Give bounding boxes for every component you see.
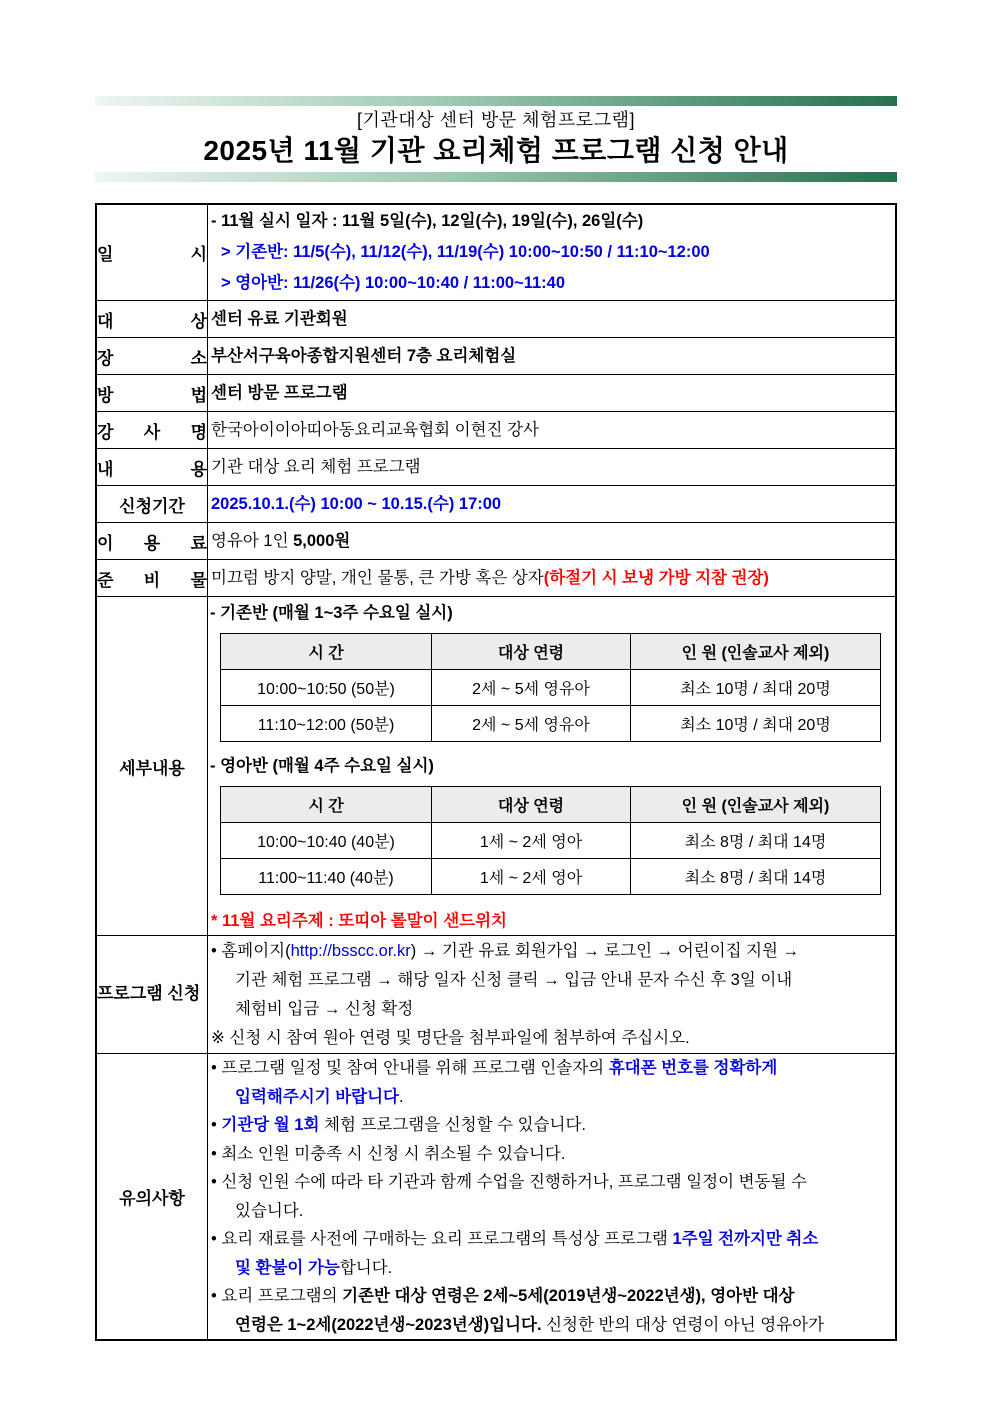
table-row — [221, 634, 881, 670]
row-label-supplies: 준 비 물 — [96, 560, 208, 597]
text-line — [208, 1311, 895, 1340]
text-line — [208, 1054, 895, 1083]
row-value-detail — [208, 597, 897, 936]
table-row — [221, 706, 881, 742]
cell-time: 11:00~11:40 (40분) — [221, 859, 432, 895]
table-row-target — [96, 301, 896, 338]
table-row-supplies — [96, 560, 896, 597]
text-segment: 신청한 반의 대상 연령이 아닌 영유아가 — [541, 1315, 825, 1334]
text-segment: • 최소 인원 미충족 시 신청 시 취소될 수 있습니다. — [211, 1144, 566, 1163]
cell-time: 10:00~10:50 (50분) — [221, 670, 432, 706]
table-row-instructor — [96, 412, 896, 449]
table-row — [221, 859, 881, 895]
row-value-target — [208, 301, 897, 338]
text-line — [208, 452, 895, 482]
table-row — [221, 823, 881, 859]
text-segment: • 요리 재료를 사전에 구매하는 요리 프로그램의 특성상 프로그램 — [211, 1230, 673, 1248]
row-value-fee — [208, 523, 897, 560]
text-line — [208, 1111, 895, 1140]
text-segment: 기관 대상 요리 체험 프로그램 — [211, 458, 421, 476]
cell-age: 1세 ~ 2세 영아 — [432, 859, 631, 895]
row-label-detail: 세부내용 — [96, 597, 208, 936]
url-link[interactable]: http://bsscc.or.kr — [290, 941, 411, 960]
text-segment: 부산서구육아종합지원센터 7층 요리체험실 — [211, 347, 517, 365]
text-line — [208, 206, 895, 237]
text-line — [208, 489, 895, 519]
cell-time: 10:00~10:40 (40분) — [221, 823, 432, 859]
row-value-method — [208, 375, 897, 412]
text-segment: 있습니다. — [235, 1201, 304, 1220]
table-row — [221, 787, 881, 823]
text-line — [208, 937, 895, 966]
header-accent-bar-top — [95, 96, 897, 106]
table-row-period — [96, 486, 896, 523]
text-segment: ※ 신청 시 참여 원아 연령 및 명단을 첨부파일에 첨부하여 주십시오. — [211, 1028, 690, 1047]
text-segment: 2025.10.1.(수) 10:00 ~ 10.15.(수) 17:00 — [211, 495, 502, 513]
table-row-detail — [96, 597, 896, 936]
text-segment: > 기존반: 11/5(수), 11/12(수), 11/19(수) 10:00~10:50 / 11:10~12:00 — [221, 243, 710, 261]
text-line — [208, 415, 895, 445]
text-segment: 5,000원 — [293, 532, 351, 550]
text-segment: 입력해주시기 바랍니다 — [235, 1087, 399, 1106]
text-line — [208, 995, 895, 1024]
text-line — [208, 304, 895, 334]
table-row — [221, 670, 881, 706]
class2-heading: - 영아반 (매월 4주 수요일 실시) — [210, 757, 434, 775]
text-segment: 미끄럼 방지 양말, 개인 물통, 큰 가방 혹은 상자 — [211, 569, 544, 587]
cell-age: 2세 ~ 5세 영유아 — [432, 670, 631, 706]
text-line — [208, 1254, 895, 1283]
header-accent-bar-bottom — [95, 172, 897, 182]
text-segment: - 11월 실시 일자 : 11월 5일(수), 12일(수), 19일(수), 26일(수) — [211, 212, 644, 230]
row-label-content: 내 용 — [96, 449, 208, 486]
text-segment: 센터 방문 프로그램 — [211, 384, 348, 402]
text-line — [208, 378, 895, 408]
text-segment: ) → 기관 유료 회원가입 → 로그인 → 어린이집 지원 → — [410, 941, 800, 960]
row-value-instructor — [208, 412, 897, 449]
row-value-content — [208, 449, 897, 486]
text-segment: 및 환불이 가능 — [235, 1258, 340, 1277]
text-segment: 연령은 1~2세(2022년생~2023년생)입니다. — [235, 1315, 542, 1334]
text-line — [208, 1083, 895, 1112]
row-label-instructor: 강 사 명 — [96, 412, 208, 449]
text-segment: 영유아 1인 — [211, 532, 294, 550]
row-label-period: 신청기간 — [96, 486, 208, 523]
col-header-age: 대상 연령 — [432, 787, 631, 823]
col-header-time: 시 간 — [221, 634, 432, 670]
cell-capacity: 최소 10명 / 최대 20명 — [631, 670, 881, 706]
document-title: 2025년 11월 기관 요리체험 프로그램 신청 안내 — [203, 135, 789, 166]
document-subtitle: [기관대상 센터 방문 체험프로그램] — [357, 110, 635, 130]
text-segment: • 신청 인원 수에 따라 타 기관과 함께 수업을 진행하거나, 프로그램 일정이 변동될 수 — [211, 1173, 807, 1191]
row-label-schedule: 일 시 — [96, 204, 208, 301]
text-segment: • 프로그램 일정 및 참여 안내를 위해 프로그램 인솔자의 — [211, 1059, 609, 1077]
monthly-theme-note: * 11월 요리주제 : 또띠아 롤말이 샌드위치 — [211, 912, 507, 930]
table-row-fee — [96, 523, 896, 560]
text-line — [208, 341, 895, 371]
text-segment: 체험비 입금 → 신청 확정 — [235, 999, 414, 1018]
table-row-apply — [96, 936, 896, 1054]
text-line — [208, 1225, 895, 1254]
cell-capacity: 최소 8명 / 최대 14명 — [631, 859, 881, 895]
text-segment: 1주일 전까지만 취소 — [672, 1230, 819, 1248]
table-row-content — [96, 449, 896, 486]
cell-time: 11:10~12:00 (50분) — [221, 706, 432, 742]
row-value-notes — [208, 1054, 897, 1341]
table-row-method — [96, 375, 896, 412]
cell-age: 2세 ~ 5세 영유아 — [432, 706, 631, 742]
table-row-notes — [96, 1054, 896, 1341]
row-label-fee: 이 용 료 — [96, 523, 208, 560]
text-segment: . — [398, 1087, 404, 1106]
text-segment: 합니다. — [339, 1258, 393, 1277]
text-segment: 한국아이이아띠아동요리교육협회 이현진 강사 — [211, 421, 539, 439]
text-line — [208, 268, 895, 299]
class1-table — [220, 633, 881, 742]
text-segment: 기관당 월 1회 — [221, 1116, 320, 1134]
text-line — [208, 966, 895, 995]
row-value-supplies — [208, 560, 897, 597]
info-table — [95, 203, 897, 1341]
cell-capacity: 최소 10명 / 최대 20명 — [631, 706, 881, 742]
text-segment: > 영아반: 11/26(수) 10:00~10:40 / 11:00~11:40 — [221, 274, 566, 292]
text-line — [208, 1140, 895, 1169]
class1-heading: - 기존반 (매월 1~3주 수요일 실시) — [210, 604, 453, 622]
table-row-place — [96, 338, 896, 375]
row-value-place — [208, 338, 897, 375]
text-segment: • 홈페이지( — [211, 941, 291, 960]
col-header-capacity: 인 원 (인솔교사 제외) — [631, 634, 881, 670]
text-segment: • — [211, 1116, 222, 1134]
text-line — [208, 563, 895, 593]
text-segment: 체험 프로그램을 신청할 수 있습니다. — [319, 1116, 587, 1134]
row-value-period — [208, 486, 897, 523]
text-line — [208, 1024, 895, 1053]
row-label-apply: 프로그램 신청 — [96, 936, 208, 1054]
row-label-method: 방 법 — [96, 375, 208, 412]
text-line — [208, 237, 895, 268]
text-segment: 기관 체험 프로그램 → 해당 일자 신청 클릭 → 입금 안내 문자 수신 후 3일 이내 — [235, 970, 793, 989]
text-line — [208, 526, 895, 556]
text-segment: 휴대폰 번호를 정확하게 — [608, 1059, 778, 1077]
row-label-notes: 유의사항 — [96, 1054, 208, 1341]
text-segment: 센터 유료 기관회원 — [211, 310, 348, 328]
text-line — [208, 1168, 895, 1197]
text-segment: 기존반 대상 연령은 2세~5세(2019년생~2022년생), 영아반 대상 — [342, 1287, 795, 1305]
col-header-age: 대상 연령 — [432, 634, 631, 670]
text-line — [208, 1197, 895, 1226]
col-header-capacity: 인 원 (인솔교사 제외) — [631, 787, 881, 823]
row-value-schedule — [208, 204, 897, 301]
row-label-place: 장 소 — [96, 338, 208, 375]
row-label-target: 대 상 — [96, 301, 208, 338]
row-value-apply — [208, 936, 897, 1054]
class2-table — [220, 786, 881, 895]
text-segment: (하절기 시 보냉 가방 지참 권장) — [543, 569, 769, 587]
cell-age: 1세 ~ 2세 영아 — [432, 823, 631, 859]
col-header-time: 시 간 — [221, 787, 432, 823]
cell-capacity: 최소 8명 / 최대 14명 — [631, 823, 881, 859]
text-line — [208, 1282, 895, 1311]
table-row-schedule — [96, 204, 896, 301]
text-segment: • 요리 프로그램의 — [211, 1287, 343, 1305]
